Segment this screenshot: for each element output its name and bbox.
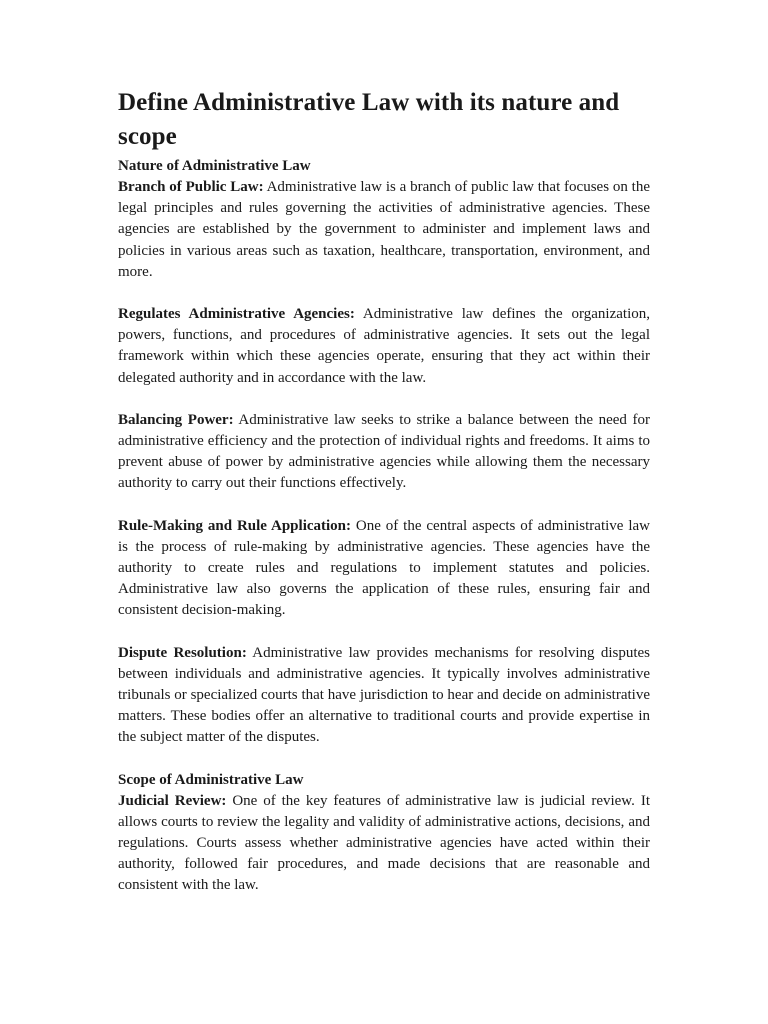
paragraph-body: Administrative law is a branch of public law that focuses on the legal principles and rules governing the activities of administrative agencies. These agencies are established by the government to administer and implement laws and policies in various areas such as taxation, healthcare, transportation, environment, and more.	[118, 179, 650, 280]
paragraph-lead: Dispute Resolution:	[118, 644, 247, 661]
paragraph-body: One of the key features of administrative law is judicial review. It allows courts to review the legality and validity of administrative actions, decisions, and regulations. Courts assess whether administrative agencies have acted within their authority, followed fair procedures, and made decisions that are reasonable and consistent with the law.	[118, 792, 650, 894]
scope-paragraph-judicial-review	[118, 791, 650, 897]
nature-heading: Nature of Administrative Law	[118, 158, 311, 174]
document-page	[118, 86, 650, 918]
scope-heading: Scope of Administrative Law	[118, 771, 304, 788]
paragraph-lead: Balancing Power:	[118, 411, 234, 428]
paragraph-body: Administrative law seeks to strike a balance between the need for administrative efficiency and the protection of individual rights and freedoms. It aims to prevent abuse of power by administrative agencies while allowing them the necessary authority to carry out their functions effectively.	[118, 411, 650, 492]
nature-paragraph-dispute-resolution	[118, 643, 650, 749]
paragraph-body: One of the central aspects of administrative law is the process of rule-making by administrative agencies. These agencies have the authority to create rules and regulations to implement statutes and policies. Administrative law also governs the application of these rules, ensuring fair and consistent decision-making.	[118, 517, 650, 619]
paragraph-body: Administrative law defines the organization, powers, functions, and procedures of administrative agencies. It sets out the legal framework within which these agencies operate, ensuring that they act within their delegated authority and in accordance with the law.	[118, 306, 651, 386]
nature-paragraph-public-law	[118, 177, 650, 283]
document-title: Define Administrative Law with its nature and scope	[118, 89, 620, 150]
nature-paragraph-regulates-agencies	[118, 304, 650, 389]
paragraph-lead: Regulates Administrative Agencies:	[118, 306, 355, 323]
paragraph-body: Administrative law provides mechanisms for resolving disputes between individuals and administrative agencies. It typically involves administrative tribunals or specialized courts that have jurisdiction to hear and decide on administrative matters. These bodies offer an alternative to traditional courts and provide expertise in the subject matter of the disputes.	[118, 644, 650, 746]
paragraph-lead: Branch of Public Law:	[118, 179, 264, 195]
nature-paragraph-rule-making	[118, 516, 650, 622]
nature-paragraph-balancing-power	[118, 410, 650, 495]
paragraph-lead: Judicial Review:	[118, 792, 227, 809]
paragraph-lead: Rule-Making and Rule Application:	[118, 517, 352, 534]
